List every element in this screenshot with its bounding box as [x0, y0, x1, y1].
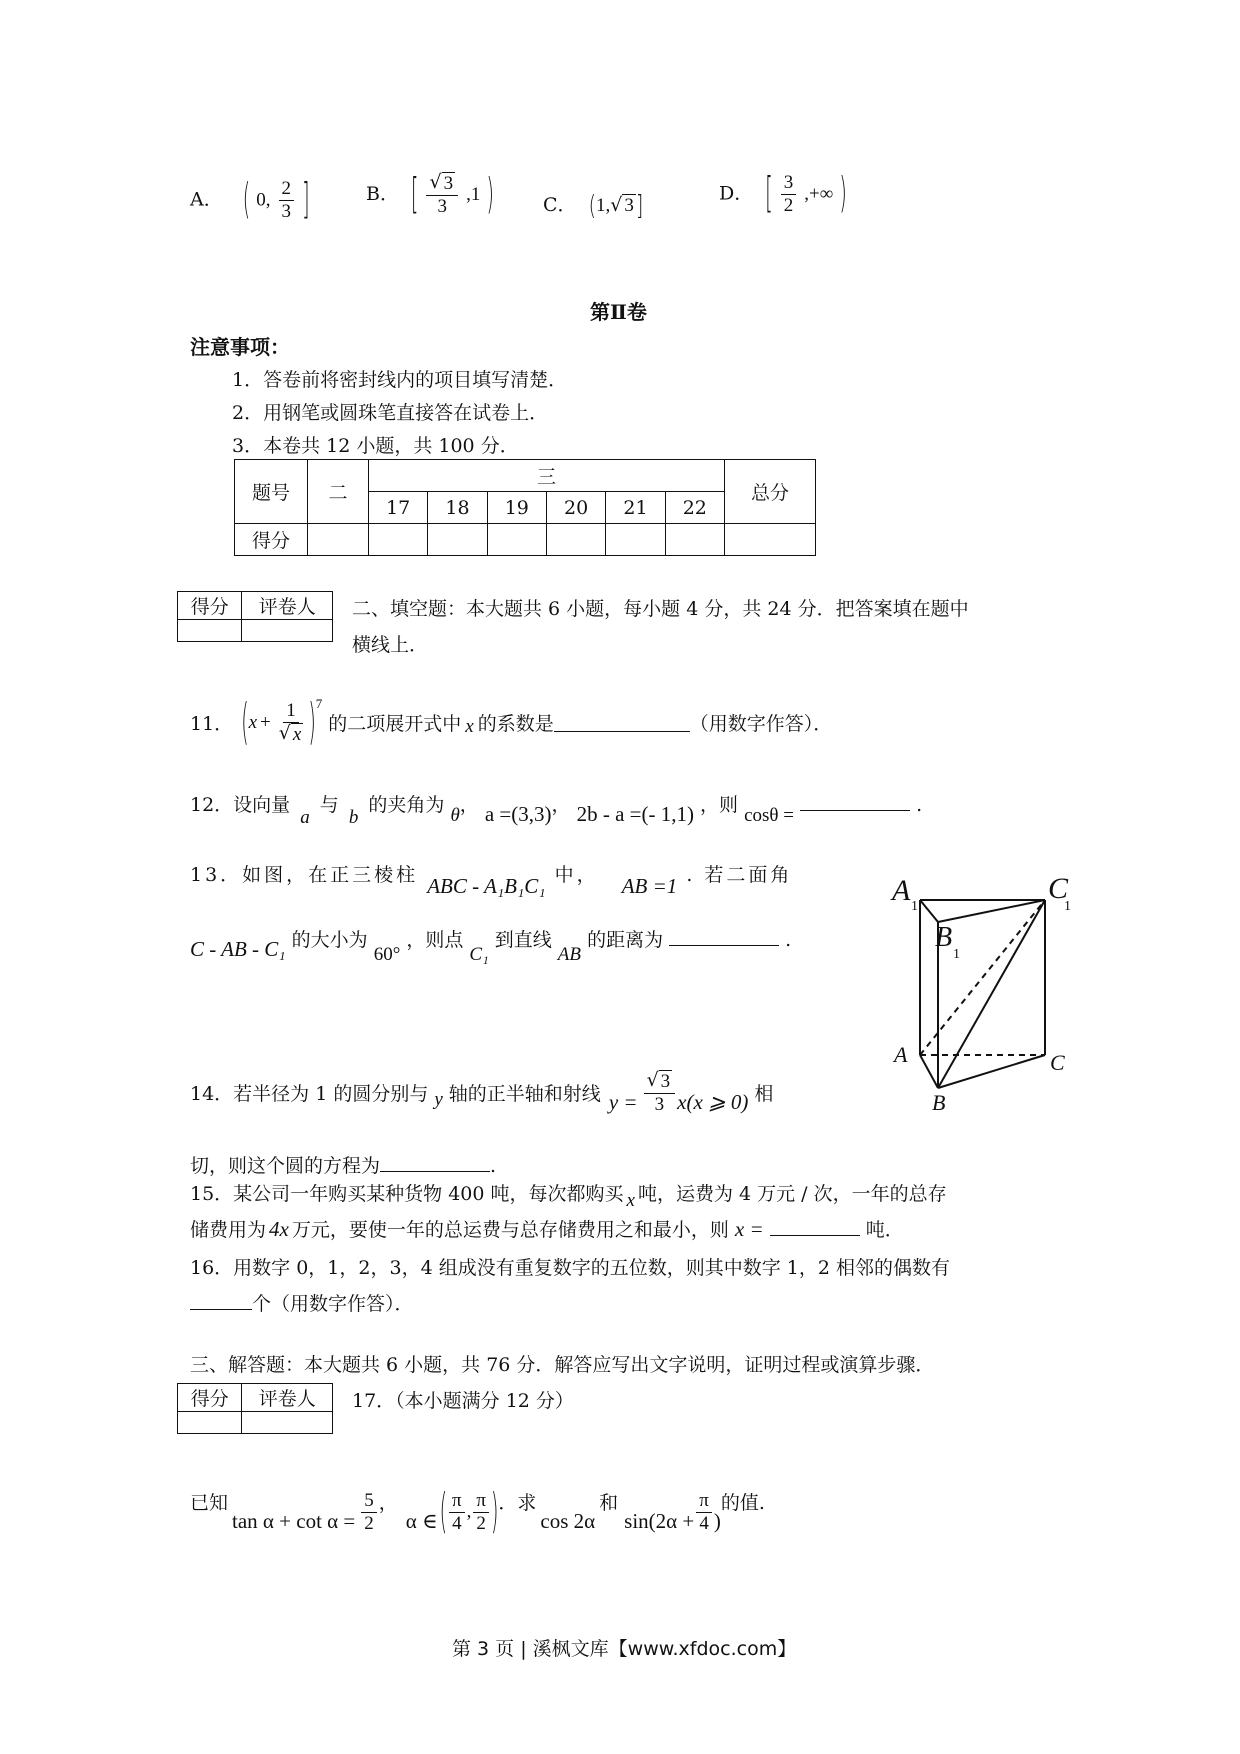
- notice-item-2: 2．用钢笔或圆珠笔直接答在试卷上．: [232, 402, 549, 424]
- table-header-total: 总分: [725, 460, 816, 524]
- answer-blank[interactable]: [380, 1153, 490, 1172]
- question-13-line2: C - AB - C₁ 的大小为 60° ，则点 C₁ 到直线 AB 的距离为 .: [190, 929, 792, 965]
- question-13-line1: 13．如图，在正三棱柱 ABC - A₁B₁C₁ 中， AB =1 . 若二面角: [190, 864, 793, 898]
- grader-box-2: [177, 1383, 333, 1434]
- section-title: 第Ⅱ卷: [590, 300, 647, 324]
- grader-name-cell[interactable]: [242, 1412, 333, 1434]
- notice-heading: 注意事项：: [190, 335, 290, 359]
- question-14-line1: 14．若半径为 1 的圆分别与 y 轴的正半轴和射线 y = √ 3 3 x(x ⩾ 0) 相: [190, 1069, 774, 1115]
- option-a: A． ( 0, $\frac{2}{3}$ ]: [190, 176, 310, 225]
- edge-ab: [920, 1055, 938, 1088]
- question-16-line2: 个（用数字作答）．: [190, 1289, 414, 1316]
- table-header-part2: 二: [308, 460, 369, 524]
- notice-item-3: 3．本卷共 12 小题，共 100 分．: [232, 435, 519, 457]
- prism-figure: [880, 870, 1080, 1130]
- answer-blank[interactable]: [800, 792, 910, 811]
- grader-name-label: 评卷人: [242, 592, 333, 620]
- page-footer: 第 3 页 | 溪枫文库【www.xfdoc.com】: [452, 1638, 797, 1660]
- grader-box: [177, 591, 333, 642]
- score-cell[interactable]: [369, 524, 428, 556]
- grader-score-cell[interactable]: [178, 620, 242, 642]
- question-16-line1: 16．用数字 0，1，2，3，4 组成没有重复数字的五位数，则其中数字 1，2 相邻的偶数有: [190, 1257, 950, 1279]
- svg-text:1: 1: [911, 899, 918, 914]
- option-c: C． (1, √ 3 ]: [543, 190, 644, 222]
- edge-b1c1: [938, 900, 1045, 922]
- table-subheader: 19: [487, 492, 546, 524]
- label-c1: C: [1048, 872, 1069, 905]
- score-cell[interactable]: [665, 524, 724, 556]
- option-d: D． [ $\frac{3}{2}$ ,+∞ ): [719, 170, 847, 219]
- table-subheader: 17: [369, 492, 428, 524]
- question-15-line1: 15．某公司一年购买某种货物 400 吨，每次都购买 x 吨，运费为 4 万元 / 次，一年的总存: [190, 1183, 947, 1211]
- grader-name-cell[interactable]: [242, 620, 333, 642]
- option-b: B． [ √ 3 3 ,1 ): [366, 170, 494, 220]
- grader-score-label: 得分: [178, 1384, 242, 1412]
- grader-score-label: 得分: [178, 592, 242, 620]
- score-cell[interactable]: [725, 524, 816, 556]
- answer-blank[interactable]: [554, 713, 690, 732]
- question-12: 12．设向量 a 与 b 的夹角为 θ， a =(3,3)， 2b - a =(- 1,1) ，则 cosθ = .: [190, 794, 923, 828]
- question-15-line2: 储费用为 4x 万元，要使一年的总运费与总存储费用之和最小，则 x = 吨．: [190, 1217, 904, 1241]
- label-b: B: [932, 1090, 946, 1115]
- grader-name-label: 评卷人: [242, 1384, 333, 1412]
- label-b1: B: [935, 922, 953, 953]
- svg-text:1: 1: [953, 947, 960, 962]
- grader-score-cell[interactable]: [178, 1412, 242, 1434]
- notice-item-1: 1．答卷前将密封线内的项目填写清楚．: [232, 369, 568, 391]
- part3-intro: 三、解答题：本大题共 6 小题，共 76 分．解答应写出文字说明，证明过程或演算步骤．: [190, 1354, 935, 1376]
- score-cell[interactable]: [606, 524, 665, 556]
- score-cell[interactable]: [308, 524, 369, 556]
- label-c: C: [1050, 1050, 1065, 1075]
- table-subheader: 20: [546, 492, 605, 524]
- table-subheader: 18: [428, 492, 487, 524]
- question-17-heading: 17．（本小题满分 12 分）: [352, 1390, 574, 1412]
- label-a: A: [894, 1042, 908, 1067]
- edge-a1b1: [920, 900, 938, 922]
- table-row-label: 得分: [235, 524, 308, 556]
- score-table: [234, 459, 816, 556]
- svg-text:1: 1: [1064, 899, 1071, 914]
- question-17: 已知 tan α + cot α = $\frac{5}{2}$ ， α ∈ ( $\frac{\pi}{4}$ , $\frac{\pi}{2}$ ) ．求 cos 2α 和 sin(2α + $\frac{\pi}{4}$ ) 的值.: [190, 1484, 765, 1540]
- answer-blank[interactable]: [669, 927, 779, 946]
- table-header-part3: 三: [369, 460, 725, 492]
- score-cell[interactable]: [487, 524, 546, 556]
- score-cell[interactable]: [428, 524, 487, 556]
- table-subheader: 21: [606, 492, 665, 524]
- question-14-line2: 切，则这个圆的方程为 .: [190, 1155, 497, 1177]
- label-a1: A: [892, 874, 911, 907]
- question-11: 11． ( x + 1 √ x ) $^7$ 的二项展开式中 x 的系数是 （用数字作答）．: [190, 694, 833, 752]
- part2-intro-line2: 横线上．: [352, 634, 429, 656]
- part2-intro-line1: 二、填空题：本大题共 6 小题，每小题 4 分，共 24 分．把答案填在题中: [352, 598, 969, 620]
- table-subheader: 22: [665, 492, 724, 524]
- table-header-number: 题号: [235, 460, 308, 524]
- answer-blank[interactable]: [770, 1217, 860, 1236]
- answer-blank[interactable]: [190, 1291, 252, 1310]
- score-cell[interactable]: [546, 524, 605, 556]
